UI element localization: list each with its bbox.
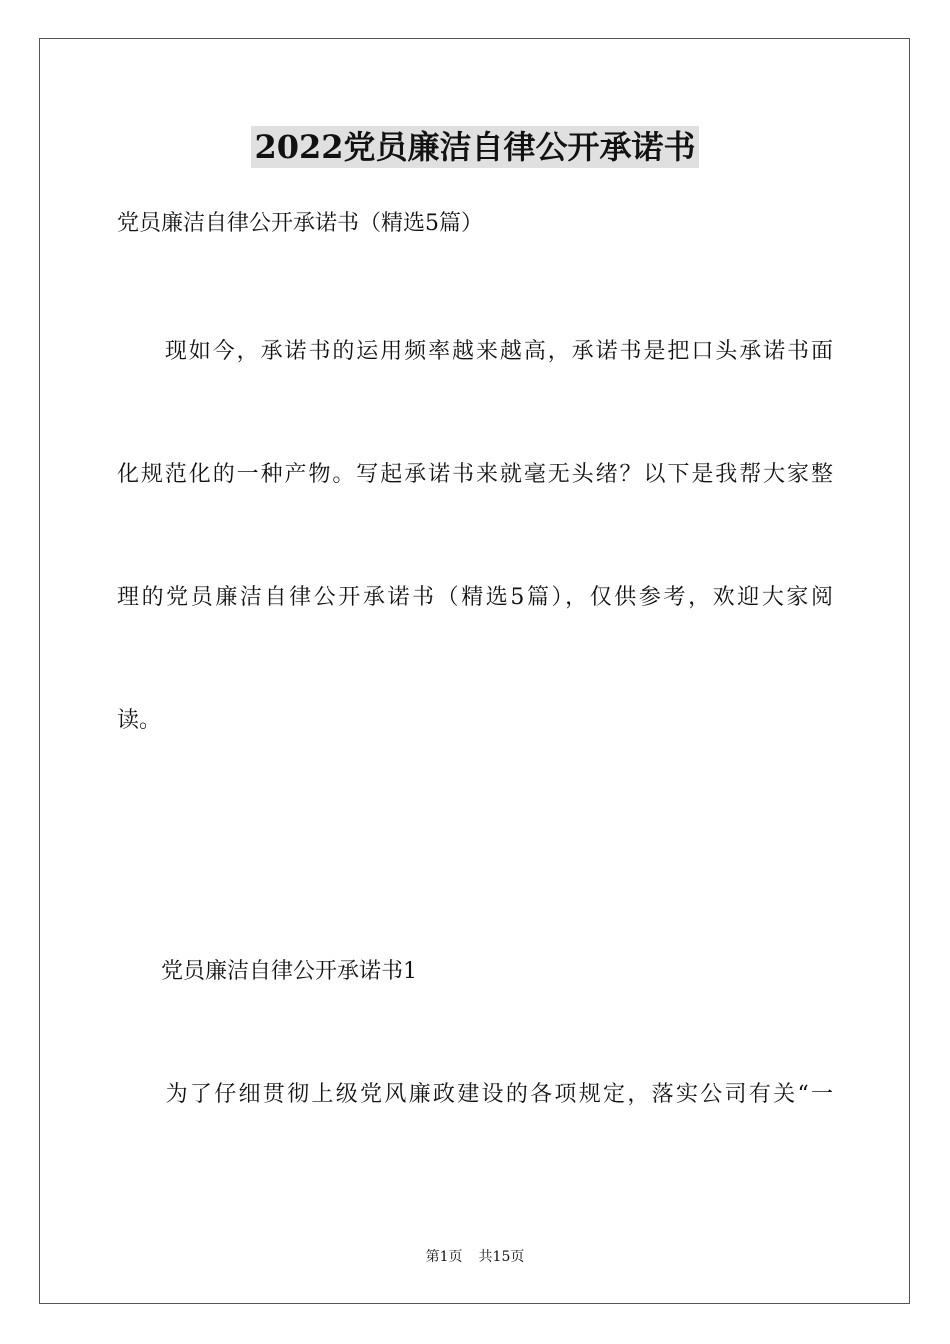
- document-subtitle: 党员廉洁自律公开承诺书（精选5篇）: [117, 211, 483, 236]
- paragraph-line: 为了仔细贯彻上级党风廉政建设的各项规定，落实公司有关“一: [117, 1082, 833, 1107]
- paragraph-line: 化规范化的一种产物。写起承诺书来就毫无头绪？以下是我帮大家整: [117, 462, 833, 487]
- page-number-current: 第1页: [425, 1249, 463, 1265]
- paragraph-line: 读。: [117, 708, 162, 733]
- page-number-total: 共15页: [478, 1249, 525, 1265]
- paragraph-line: 现如今，承诺书的运用频率越来越高，承诺书是把口头承诺书面: [117, 339, 833, 364]
- page-footer: [0, 1248, 950, 1266]
- section-heading: 党员廉洁自律公开承诺书1: [117, 959, 417, 984]
- title-area: [0, 126, 950, 168]
- document-title: 2022党员廉洁自律公开承诺书: [251, 126, 698, 168]
- paragraph-line: 理的党员廉洁自律公开承诺书（精选5篇），仅供参考，欢迎大家阅: [117, 585, 833, 610]
